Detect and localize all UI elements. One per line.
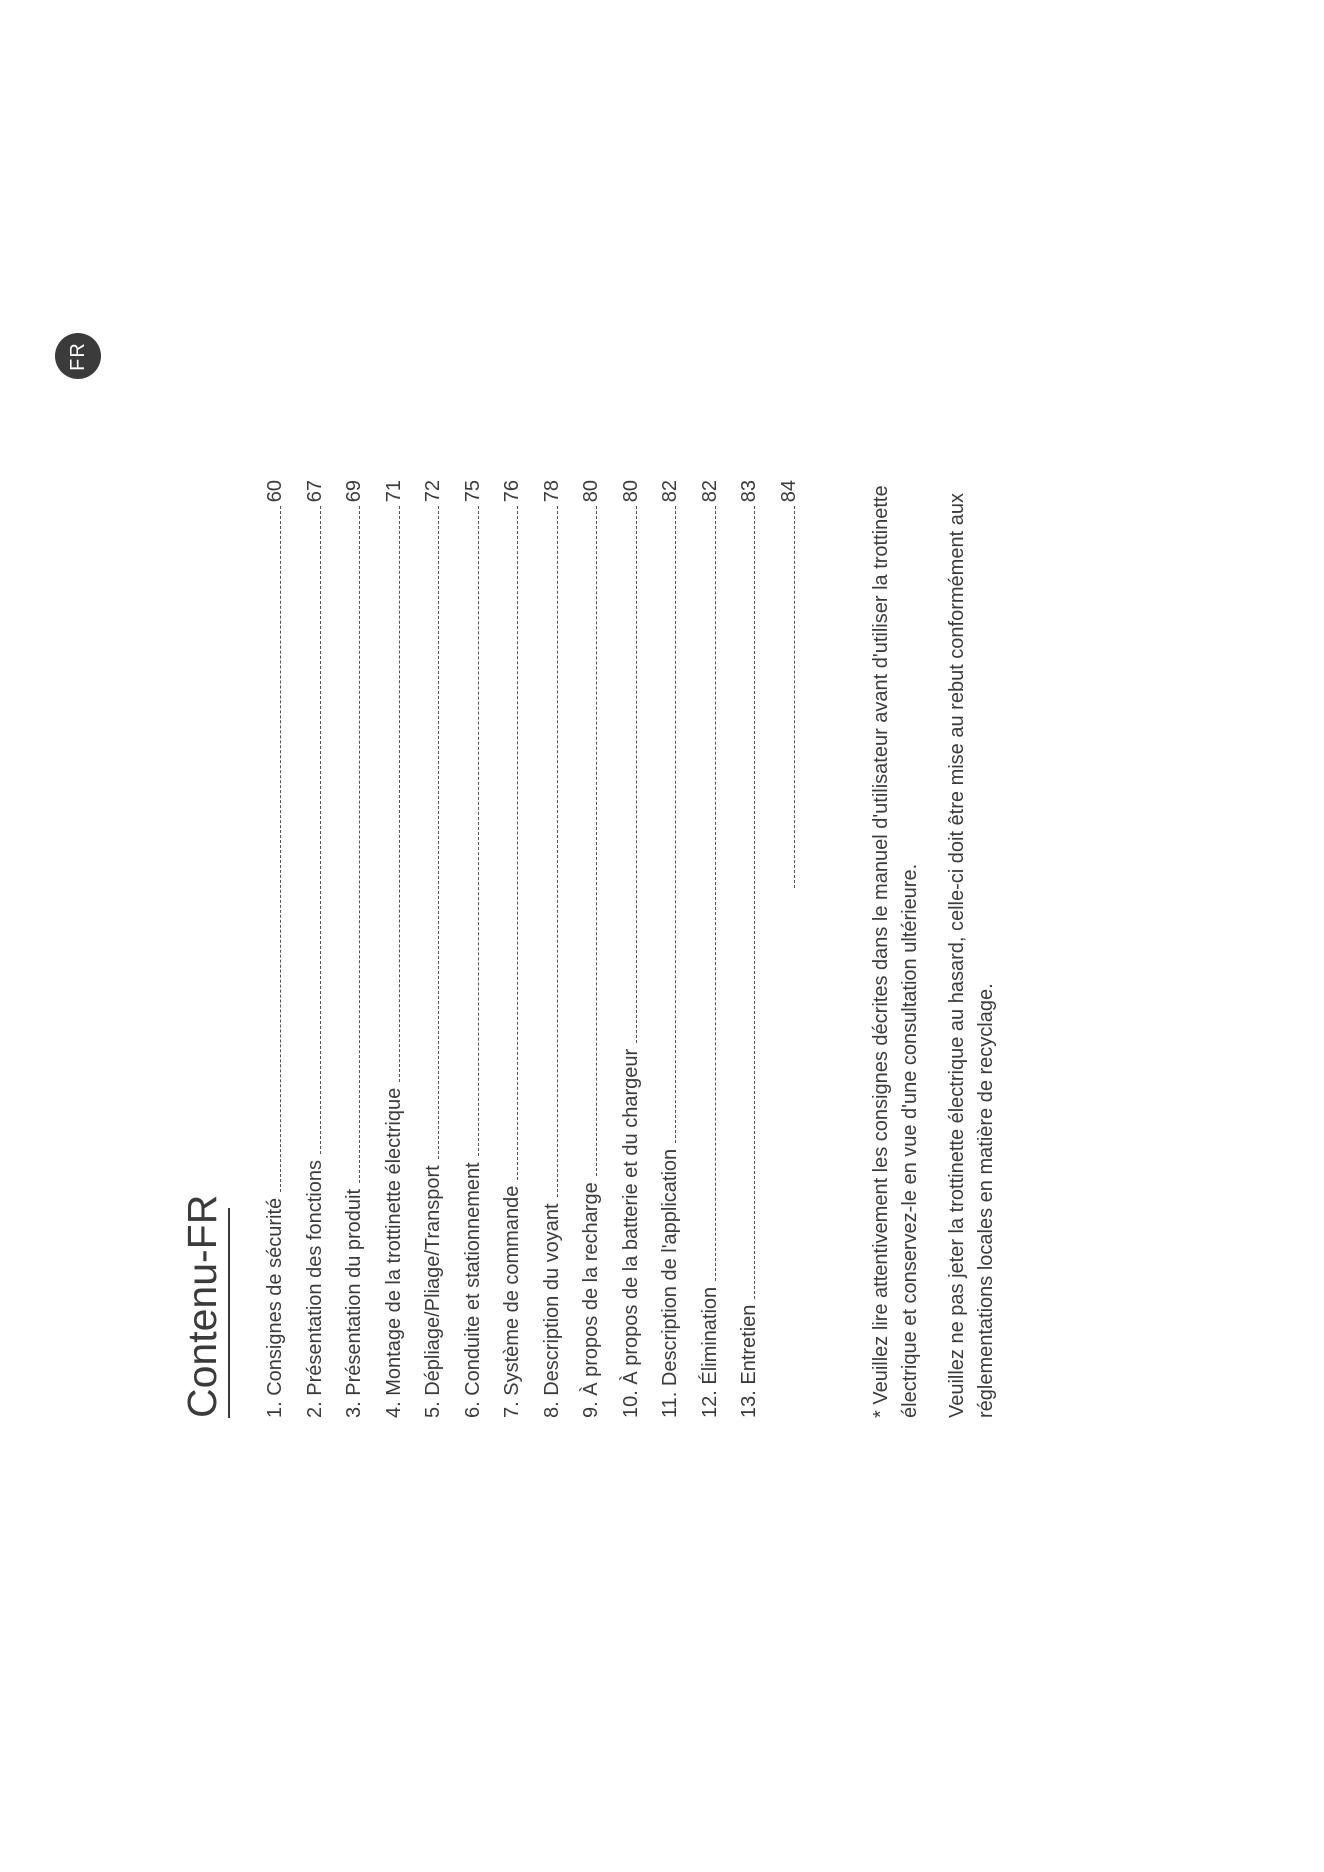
toc-entry[interactable] <box>572 480 612 1418</box>
toc-entry[interactable] <box>375 480 415 1418</box>
title-underline <box>228 1208 230 1418</box>
toc-leader <box>320 506 321 1154</box>
toc-leader <box>478 506 479 1156</box>
table-of-contents <box>256 480 809 1418</box>
toc-entry[interactable] <box>335 480 375 1418</box>
toc-entry[interactable] <box>533 480 573 1418</box>
toc-entry-page: 78 <box>540 480 563 503</box>
page-title: Contenu-FR <box>179 1194 225 1418</box>
language-badge <box>55 333 101 379</box>
toc-entry-label: 12. Élimination <box>698 1286 721 1418</box>
notes <box>867 480 1001 1418</box>
toc-leader <box>438 506 439 1159</box>
toc-entry-page: 67 <box>303 480 326 503</box>
toc-entry[interactable] <box>612 480 652 1418</box>
toc-leader <box>517 506 518 1179</box>
toc-entry-label: 9. À propos de la recharge <box>580 1182 602 1418</box>
toc-entry-page: 80 <box>580 480 602 503</box>
toc-entry-page: 84 <box>777 480 800 503</box>
toc-entry-page: 71 <box>382 480 405 503</box>
toc-entry[interactable] <box>414 480 454 1418</box>
note-read-manual: * Veuillez lire attentivement les consignes décrites dans le manuel d'utilisateur avant d'utiliser la trottinette électrique et conservez-le en vue d'une consultation ultérieure. <box>870 485 921 1418</box>
language-badge-label: FR <box>66 341 89 371</box>
toc-entry-label: 4. Montage de la trottinette électrique <box>382 1087 405 1418</box>
toc-leader <box>359 506 360 1183</box>
toc-leader <box>596 506 597 1176</box>
contents-page <box>180 480 1000 1418</box>
toc-entry-label: 11. Description de l'application <box>659 1148 681 1418</box>
toc-entry-page: 72 <box>422 480 444 503</box>
toc-leader <box>675 506 676 1143</box>
toc-entry[interactable] <box>256 480 296 1418</box>
toc-leader <box>280 506 281 1192</box>
toc-entry-page: 82 <box>698 480 721 503</box>
toc-entry-label: 10. À propos de la batterie et du chargeur <box>619 1048 642 1418</box>
toc-entry-label: 2. Présentation des fonctions <box>303 1160 326 1418</box>
toc-entry[interactable] <box>691 480 731 1418</box>
toc-entry[interactable] <box>493 480 533 1418</box>
toc-leader <box>794 506 795 888</box>
toc-entry-label: 8. Description du voyant <box>540 1203 563 1418</box>
note-disposal: Veuillez ne pas jeter la trottinette électrique au hasard, celle-ci doit être mise au rebut conformément aux réglementations locales en matière de recyclage. <box>946 493 997 1418</box>
toc-entry[interactable] <box>651 480 691 1418</box>
toc-entry-label: 7. Système de commande <box>501 1185 523 1418</box>
toc-entry-label: 3. Présentation du produit <box>343 1188 365 1418</box>
toc-entry-page: 60 <box>264 480 286 503</box>
toc-leader <box>636 506 637 1043</box>
toc-entry-page: 69 <box>343 480 365 503</box>
toc-entry-page: 83 <box>738 480 760 503</box>
toc-leader <box>754 506 755 1298</box>
toc-entry[interactable] <box>454 480 494 1418</box>
toc-entry-page: 80 <box>619 480 642 503</box>
toc-entry[interactable] <box>770 480 810 1418</box>
toc-entry-page: 75 <box>461 480 484 503</box>
toc-entry[interactable] <box>296 480 336 1418</box>
toc-leader <box>399 506 400 1082</box>
toc-leader <box>715 506 716 1281</box>
toc-entry-label: 6. Conduite et stationnement <box>461 1162 484 1418</box>
toc-entry[interactable] <box>730 480 770 1418</box>
toc-entry-page: 82 <box>659 480 681 503</box>
toc-entry-label: 1. Consignes de sécurité <box>264 1197 286 1418</box>
toc-entry-label: 5. Dépliage/Pliage/Transport <box>422 1165 444 1418</box>
toc-leader <box>557 506 558 1197</box>
toc-entry-label: 13. Entretien <box>738 1304 760 1418</box>
toc-entry-page: 76 <box>501 480 523 503</box>
